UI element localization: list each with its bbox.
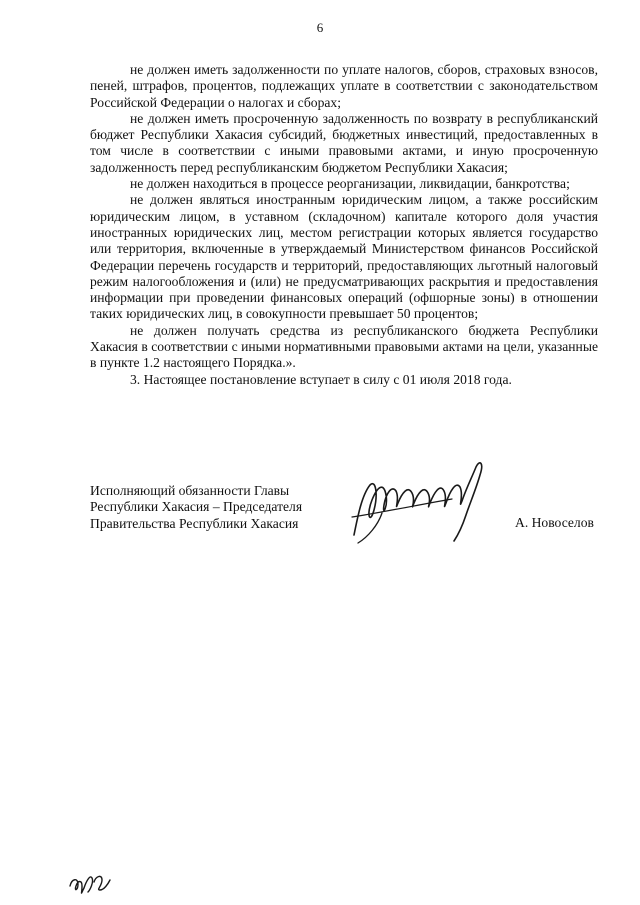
page-number: 6 (316, 20, 324, 35)
paragraph-no-overdue-debt: не должен иметь просроченную задолженность по возврату в республиканский бюджет Республики Хакасия субсидий, бюджетных инвестиций, предоставленных в том числе в соответствии с иными правовыми актами, и иную просроченную задолженность перед республиканским бюджетом Республики Хакасия; (90, 110, 598, 175)
paragraph-effective-date: 3. Настоящее постановление вступает в силу с 01 июля 2018 года. (130, 371, 512, 387)
document-body (90, 62, 598, 388)
paragraph-no-other-funds: не должен получать средства из республиканского бюджета Республики Хакасия в соответствии с иными нормативными правовыми актами на цели, указанные в пункте 1.2 настоящего Порядка.». (90, 322, 598, 371)
handwritten-signature (348, 455, 498, 550)
handwritten-initials (66, 868, 114, 896)
signatory-title-line: Республики Хакасия – Председателя (90, 499, 303, 515)
paragraph-no-tax-debt: не должен иметь задолженности по уплате налогов, сборов, страховых взносов, пеней, штрафов, процентов, подлежащих уплате в соответствии с законодательством Российской Федерации о налогах и сборах; (90, 62, 598, 110)
signatory-title (90, 483, 302, 532)
signatory-title-line: Правительства Республики Хакасия (90, 515, 299, 531)
paragraph-not-foreign-entity: не должен являться иностранным юридическим лицом, а также российским юридическим лицом, в уставном (складочном) капитале которого доля участия иностранных юридических лиц, местом регистрации которых является государство или территория, включенные в утверждаемый Министерством финансов Российской Федерации перечень государств и территорий, предоставляющих льготный налоговый режим налогообложения и (или) не предусматривающих раскрытия и предоставления информации при проведении финансовых операций (офшорные зоны) в отношении таких юридических лиц, в совокупности превышает 50 процентов; (90, 192, 598, 322)
signer-name: А. Новоселов (515, 515, 594, 530)
signatory-title-line: Исполняющий обязанности Главы (90, 483, 290, 498)
paragraph-no-reorganization: не должен находиться в процессе реорганизации, ликвидации, банкротства; (130, 176, 570, 192)
